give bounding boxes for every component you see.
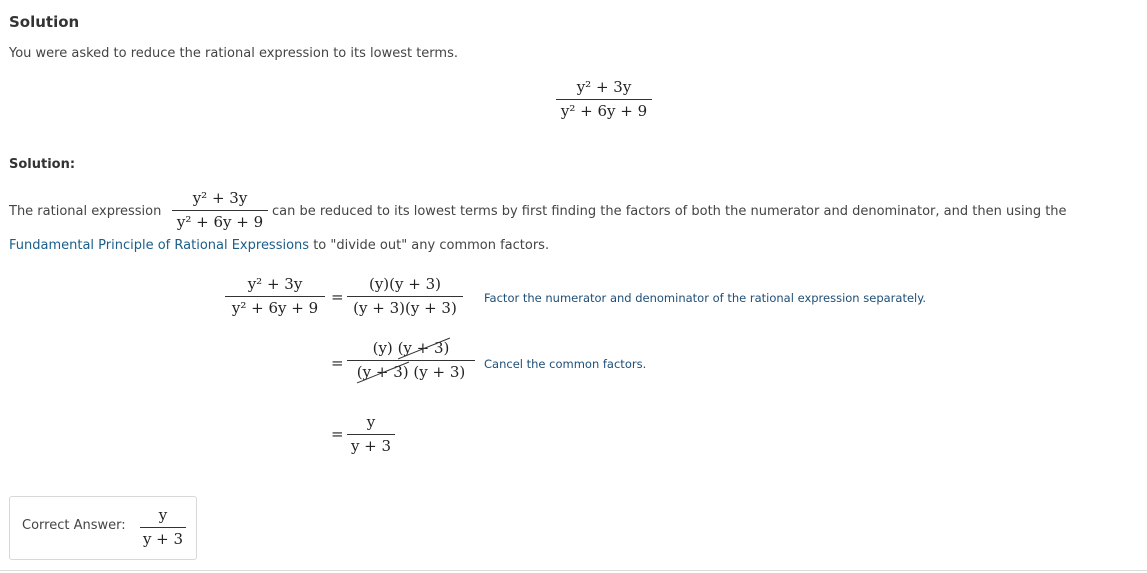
step3-rhs-fraction: [347, 413, 395, 455]
equals-sign: =: [331, 425, 344, 443]
step1-lhs-fraction: [225, 275, 325, 317]
step3-denominator: y + 3: [350, 437, 392, 455]
solution-line1-after: can be reduced to its lowest terms by first finding the factors of both the numerator and denominator, and then using the: [272, 204, 1067, 219]
divider: [0, 570, 1147, 571]
correct-answer-fraction: [140, 506, 186, 548]
solution-line2: [9, 238, 549, 253]
equals-sign: =: [331, 288, 344, 306]
correct-answer-label: Correct Answer:: [22, 518, 126, 533]
inline-denominator: y² + 6y + 9: [176, 213, 264, 231]
page-title: Solution: [9, 13, 80, 31]
fraction-bar: [347, 434, 395, 435]
inline-fraction: [172, 189, 268, 231]
step3-numerator: y: [366, 413, 376, 431]
fraction-bar: [225, 296, 325, 297]
correct-answer-box: [9, 496, 197, 560]
fraction-bar: [556, 99, 652, 100]
step2-denominator: [347, 363, 475, 381]
step2-den-factor: (y + 3): [413, 363, 466, 381]
problem-fraction: [556, 78, 652, 120]
fraction-bar: [347, 296, 463, 297]
step1-rhs-numerator: (y)(y + 3): [368, 275, 441, 293]
fraction-bar: [172, 210, 268, 211]
inline-numerator: y² + 3y: [192, 189, 248, 207]
solution-heading: Solution:: [9, 157, 76, 172]
step1-rhs-fraction: [347, 275, 463, 317]
intro-text: You were asked to reduce the rational expression to its lowest terms.: [9, 46, 458, 61]
answer-denominator: y + 3: [142, 530, 184, 548]
problem-denominator: y² + 6y + 9: [560, 102, 648, 120]
step1-lhs-numerator: y² + 3y: [247, 275, 303, 293]
cancelled-factor: (y + 3): [397, 339, 450, 357]
solution-line2-after: to "divide out" any common factors.: [309, 238, 550, 253]
fraction-bar: [140, 527, 186, 528]
fundamental-principle-link[interactable]: Fundamental Principle of Rational Expressions: [9, 238, 310, 253]
step2-numerator: [347, 339, 475, 357]
step2-note: Cancel the common factors.: [484, 357, 647, 371]
step1-note: Factor the numerator and denominator of the rational expression separately.: [484, 291, 927, 305]
cancelled-factor: (y + 3): [356, 363, 409, 381]
fraction-bar: [347, 360, 475, 361]
step1-rhs-denominator: (y + 3)(y + 3): [353, 299, 457, 317]
step2-num-factor: (y): [372, 339, 393, 357]
equals-sign: =: [331, 354, 344, 372]
problem-numerator: y² + 3y: [576, 78, 632, 96]
answer-numerator: y: [158, 506, 168, 524]
step1-lhs-denominator: y² + 6y + 9: [231, 299, 319, 317]
solution-line1-before: The rational expression: [9, 204, 162, 219]
step2-rhs-fraction: [347, 339, 475, 381]
